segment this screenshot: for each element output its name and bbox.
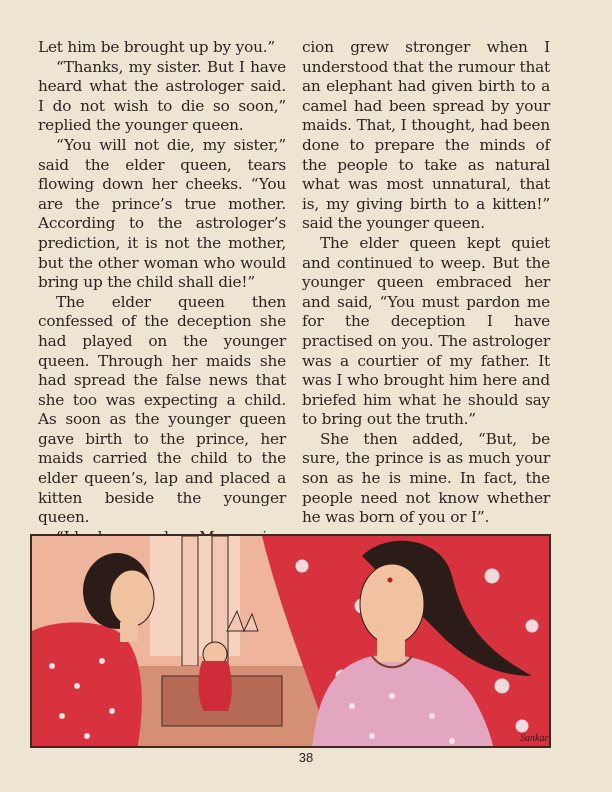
younger-queen-neck	[377, 636, 405, 662]
paragraph: cion grew stronger when I understood that the rumour that an elephant had given birth to a camel had been spread by your maids. That, I thought, had been done to prepare the minds of the people to take as natural what was most unnatural, that is, my giving birth to a kitten!” said the younger queen.	[302, 38, 550, 233]
paragraph: “Thanks, my sister. But I have heard what the astrologer said. I do not wish to die so soon,” replied the younger queen.	[38, 57, 286, 135]
elder-queen-face	[110, 570, 154, 626]
bindi	[388, 578, 393, 583]
child-body	[198, 661, 231, 711]
paragraph: The elder queen kept quiet and continued to weep. But the younger queen embraced her and said, “You must pardon me for the deception I have practised on you. The astrologer was a courtier of my father. It was I who brought him here and briefed him what he should say to bring out the truth.”	[302, 233, 550, 429]
pillar	[182, 536, 198, 666]
paragraph: Let him be brought up by you.”	[38, 38, 276, 56]
right-text-column	[302, 38, 550, 528]
page-number: 38	[298, 750, 314, 765]
illustration-drawing	[32, 536, 551, 748]
paragraph: “You will not die, my sister,” said the elder queen, tears flowing down her cheeks. “You are the prince’s true mother. According to the astrologer’s prediction, it is not the mother, but the other woman who would bring up the child shall die!”	[38, 135, 286, 292]
artist-signature: Sankar	[520, 733, 549, 744]
story-illustration	[30, 534, 551, 748]
younger-queen-face	[360, 564, 424, 644]
paragraph: She then added, “But, be sure, the prince is as much your son as he is mine. In fact, the people need not know whether he was born of you or I”.	[302, 429, 550, 527]
paragraph: The elder queen then confessed of the deception she had played on the younger queen. Through her maids she had spread the false news that she too was expecting a child. As soon as the younger queen gave birth to the prince, her maids carried the child to the elder queen’s, lap and placed a kitten beside the younger queen.	[38, 292, 286, 527]
elder-queen-neck	[120, 622, 138, 642]
left-text-column	[38, 38, 286, 547]
